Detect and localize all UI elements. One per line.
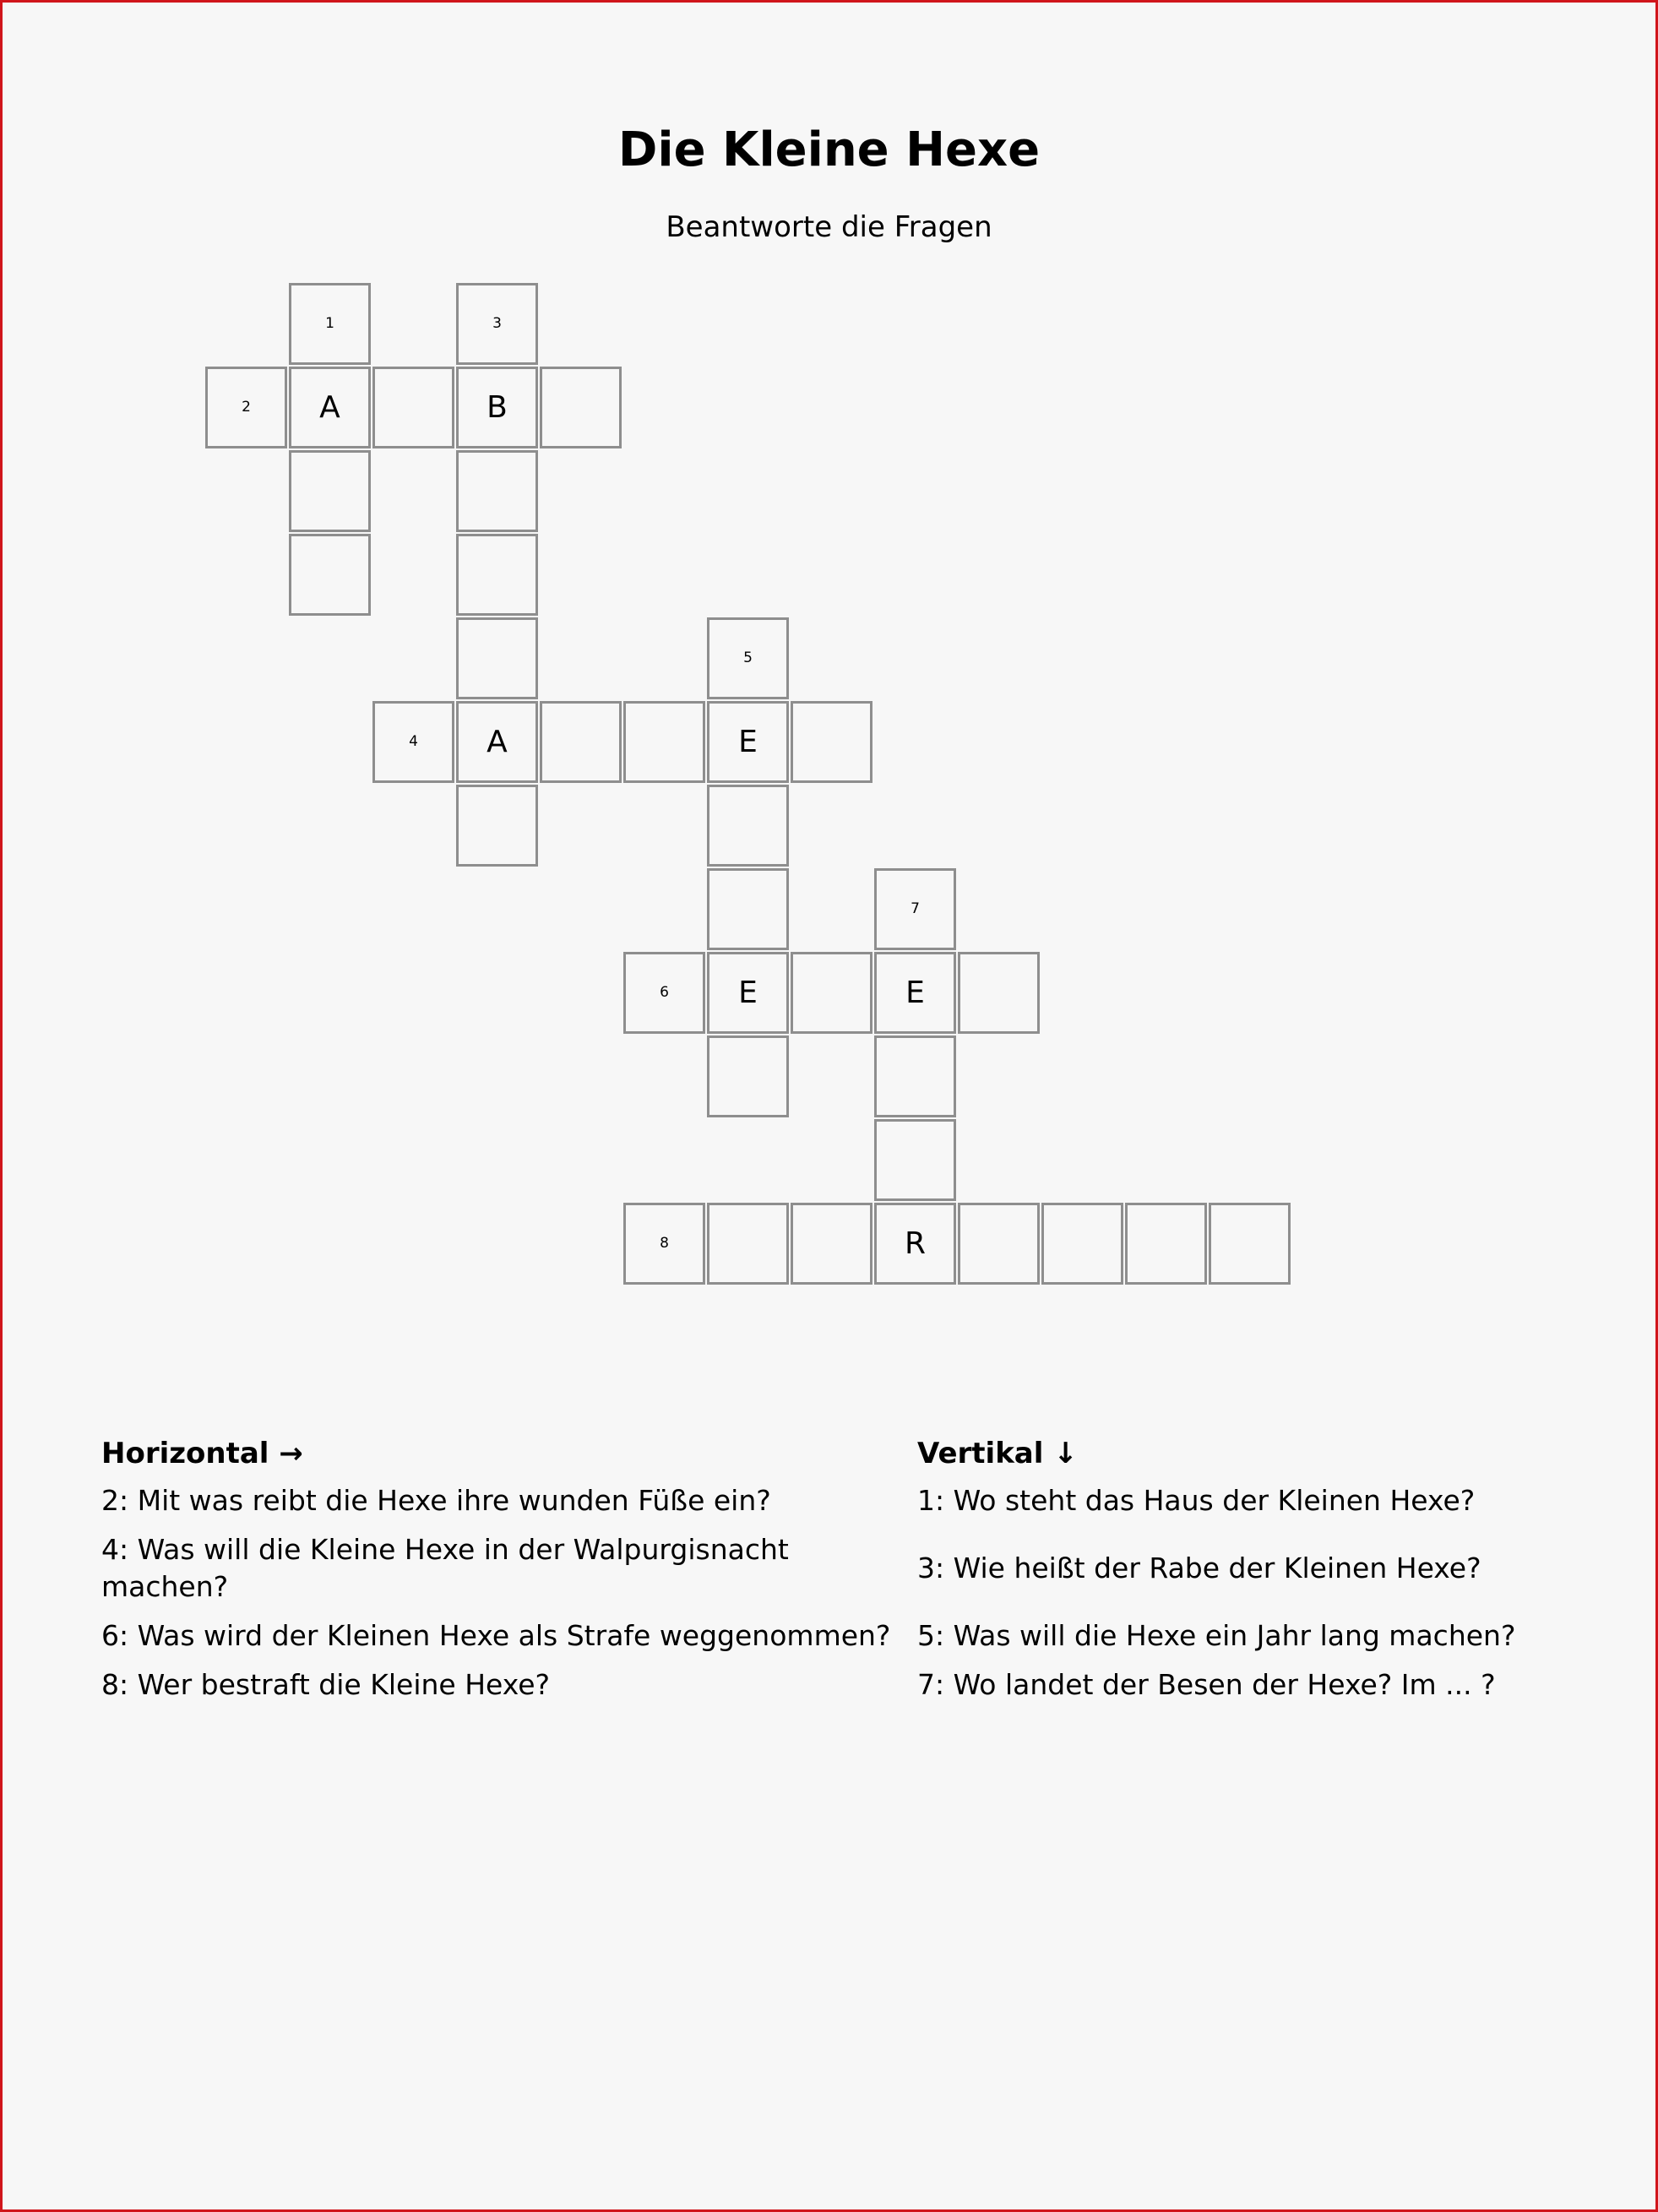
- clue-number: 5: [743, 649, 753, 666]
- clue-number: 4: [409, 733, 418, 750]
- crossword-grid: [3, 3, 1655, 1354]
- crossword-cell[interactable]: [372, 367, 454, 448]
- clue-number: 7: [911, 900, 920, 917]
- crossword-cell[interactable]: [707, 1203, 789, 1285]
- clues-vertical-heading: Vertikal ↓: [917, 1437, 1078, 1470]
- crossword-cell[interactable]: [456, 785, 538, 867]
- crossword-cell-number-8[interactable]: [623, 1203, 705, 1285]
- crossword-cell[interactable]: [707, 1035, 789, 1117]
- crossword-cell[interactable]: [289, 450, 371, 532]
- given-letter: E: [905, 975, 925, 1010]
- clue-number: 6: [660, 984, 669, 1001]
- crossword-cell[interactable]: [707, 785, 789, 867]
- crossword-cell-letter-a[interactable]: [456, 701, 538, 783]
- clues-vertical: [917, 1435, 1644, 1701]
- page-title: Die Kleine Hexe: [617, 122, 1041, 177]
- crossword-cell[interactable]: [456, 534, 538, 616]
- crossword-cell-number-2[interactable]: [205, 367, 287, 448]
- clues-horizontal: [101, 1435, 904, 1701]
- crossword-cell-letter-e[interactable]: [707, 701, 789, 783]
- crossword-cell[interactable]: [1041, 1203, 1123, 1285]
- clue-horizontal-8: 8: Wer bestraft die Kleine Hexe?: [101, 1668, 551, 1701]
- clue-horizontal-2: 2: Mit was reibt die Hexe ihre wunden Füße ein?: [101, 1484, 771, 1517]
- clue-number: 3: [492, 315, 502, 332]
- given-letter: E: [738, 724, 758, 759]
- given-letter: A: [487, 724, 508, 759]
- crossword-cell[interactable]: [289, 534, 371, 616]
- crossword-cell[interactable]: [1125, 1203, 1207, 1285]
- clue-number: 8: [660, 1235, 669, 1252]
- clue-vertical-7: 7: Wo landet der Besen der Hexe? Im ... ?: [917, 1668, 1496, 1701]
- crossword-cell[interactable]: [623, 701, 705, 783]
- crossword-cell-number-4[interactable]: [372, 701, 454, 783]
- given-letter: A: [319, 389, 340, 425]
- crossword-cell[interactable]: [1209, 1203, 1291, 1285]
- crossword-cell[interactable]: [540, 701, 622, 783]
- crossword-cell-number-7[interactable]: [874, 868, 956, 950]
- given-letter: R: [904, 1226, 926, 1261]
- crossword-cell-letter-a[interactable]: [289, 367, 371, 448]
- crossword-cell-letter-e[interactable]: [874, 952, 956, 1034]
- clue-vertical-5: 5: Was will die Hexe ein Jahr lang machen?: [917, 1619, 1516, 1652]
- given-letter: E: [738, 975, 758, 1010]
- crossword-cell[interactable]: [456, 617, 538, 699]
- clue-horizontal-4: 4: Was will die Kleine Hexe in der Walpurgisnacht machen?: [101, 1533, 789, 1603]
- crossword-cell-number-3[interactable]: [456, 283, 538, 365]
- crossword-cell[interactable]: [791, 701, 872, 783]
- crossword-cell[interactable]: [791, 1203, 872, 1285]
- crossword-cell[interactable]: [874, 1035, 956, 1117]
- clues-horizontal-heading: Horizontal →: [101, 1437, 303, 1470]
- crossword-cell-number-6[interactable]: [623, 952, 705, 1034]
- crossword-cell[interactable]: [874, 1119, 956, 1201]
- clue-horizontal-6: 6: Was wird der Kleinen Hexe als Strafe weggenommen?: [101, 1619, 891, 1652]
- crossword-cell-letter-r[interactable]: [874, 1203, 956, 1285]
- clue-number: 1: [325, 315, 334, 332]
- crossword-cell[interactable]: [791, 952, 872, 1034]
- crossword-cell[interactable]: [707, 868, 789, 950]
- crossword-cell-letter-e[interactable]: [707, 952, 789, 1034]
- crossword-cell[interactable]: [540, 367, 622, 448]
- crossword-cell-number-5[interactable]: [707, 617, 789, 699]
- crossword-cell-number-1[interactable]: [289, 283, 371, 365]
- crossword-cell[interactable]: [456, 450, 538, 532]
- crossword-cell[interactable]: [958, 1203, 1040, 1285]
- clue-vertical-3: 3: Wie heißt der Rabe der Kleinen Hexe?: [917, 1552, 1481, 1584]
- clue-number: 2: [242, 399, 251, 416]
- clue-vertical-1: 1: Wo steht das Haus der Kleinen Hexe?: [917, 1484, 1476, 1517]
- crossword-cell[interactable]: [958, 952, 1040, 1034]
- page-subtitle: Beantworte die Fragen: [666, 210, 992, 244]
- crossword-cell-letter-b[interactable]: [456, 367, 538, 448]
- given-letter: B: [487, 389, 508, 425]
